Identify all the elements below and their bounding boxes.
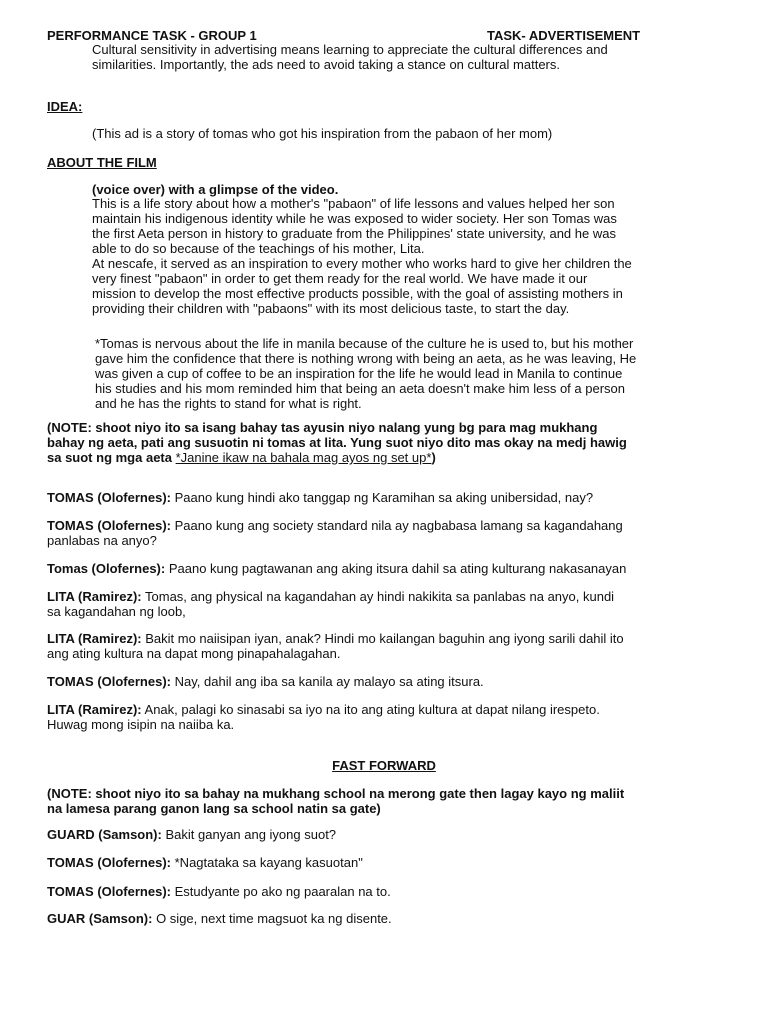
header-left-title: PERFORMANCE TASK - GROUP 1 — [47, 28, 257, 43]
speaker-name: GUARD (Samson): — [47, 827, 162, 842]
dialogue-line — [47, 561, 727, 576]
about-line: providing their children with "pabaons" with its most delicious taste, to start the day. — [92, 301, 570, 316]
about-line: able to do so because of the teachings of his mother, Lita. — [92, 241, 425, 256]
fast-forward-heading: FAST FORWARD — [332, 758, 436, 773]
story-line: and he has the rights to stand for what is right. — [95, 396, 362, 411]
dialogue-text: Estudyante po ako ng paaralan na to. — [174, 884, 391, 899]
dialogue-line — [47, 911, 727, 926]
note-set-up — [47, 420, 727, 465]
about-line: the first Aeta person in history to graduate from the Philippines' state university, and he was — [92, 226, 616, 241]
speaker-name: TOMAS (Olofernes): — [47, 855, 171, 870]
intro-line: Cultural sensitivity in advertising means learning to appreciate the cultural differences and — [92, 42, 608, 57]
dialogue-text: panlabas na anyo? — [47, 533, 157, 548]
about-line: very finest "pabaon" in order to get them ready for the real world. We have made it our — [92, 271, 588, 286]
dialogue-text: Paano kung pagtawanan ang aking itsura dahil sa ating kulturang nakasanayan — [168, 561, 627, 576]
note-line: bahay ng aeta, pati ang susuotin ni tomas at lita. Yung suot niyo dito mas okay na medj hawig — [47, 435, 627, 450]
dialogue-line — [47, 631, 727, 661]
dialogue-text: Nay, dahil ang iba sa kanila ay malayo sa ating itsura. — [174, 674, 484, 689]
dialogue-line — [47, 855, 727, 870]
dialogue-line — [47, 884, 727, 899]
note-line: (NOTE: shoot niyo ito sa isang bahay tas ayusin niyo nalang yung bg para mag mukhang — [47, 420, 598, 435]
intro-paragraph — [92, 42, 732, 72]
dialogue-line — [47, 827, 727, 842]
about-heading: ABOUT THE FILM — [47, 155, 157, 170]
note-line: (NOTE: shoot niyo ito sa bahay na mukhang school na merong gate then lagay kayo ng maliit — [47, 786, 625, 801]
idea-heading: IDEA: — [47, 99, 83, 114]
note-underlined-text: *Janine ikaw na bahala mag ayos ng set up* — [175, 450, 432, 465]
note-line: na lamesa parang ganon lang sa school natin sa gate) — [47, 801, 381, 816]
speaker-name: TOMAS (Olofernes): — [47, 884, 171, 899]
speaker-name: GUAR (Samson): — [47, 911, 153, 926]
dialogue-text: Bakit mo naiisipan iyan, anak? Hindi mo kailangan baguhin ang iyong sarili dahil ito — [145, 631, 624, 646]
note-fast-forward — [47, 786, 727, 816]
dialogue-text: O sige, next time magsuot ka ng disente. — [156, 911, 392, 926]
story-paragraph — [95, 336, 735, 411]
about-paragraph — [92, 196, 732, 316]
dialogue-line — [47, 490, 727, 505]
dialogue-text: Paano kung hindi ako tanggap ng Karamihan sa aking unibersidad, nay? — [174, 490, 594, 505]
intro-line: similarities. Importantly, the ads need to avoid taking a stance on cultural matters. — [92, 57, 560, 72]
speaker-name: TOMAS (Olofernes): — [47, 674, 171, 689]
dialogue-text: sa kagandahan ng loob, — [47, 604, 186, 619]
note-line: sa suot ng mga aeta *Janine ikaw na bahala mag ayos ng set up*) — [47, 450, 436, 465]
speaker-name: TOMAS (Olofernes): — [47, 518, 171, 533]
dialogue-line — [47, 702, 727, 732]
dialogue-line — [47, 674, 727, 689]
dialogue-text: *Nagtataka sa kayang kasuotan" — [174, 855, 363, 870]
dialogue-text: Tomas, ang physical na kagandahan ay hindi nakikita sa panlabas na anyo, kundi — [145, 589, 615, 604]
dialogue-line — [47, 518, 727, 548]
speaker-name: Tomas (Olofernes): — [47, 561, 166, 576]
speaker-name: LITA (Ramirez): — [47, 631, 142, 646]
dialogue-text: Bakit ganyan ang iyong suot? — [165, 827, 337, 842]
dialogue-line — [47, 589, 727, 619]
dialogue-text: ang ating kultura na dapat mong pinapahalagahan. — [47, 646, 341, 661]
dialogue-text: Paano kung ang society standard nila ay nagbabasa lamang sa kagandahang — [174, 518, 623, 533]
dialogue-text: Anak, palagi ko sinasabi sa iyo na ito ang ating kultura at dapat nilang irespeto. — [144, 702, 600, 717]
dialogue-text: Huwag mong isipin na naiiba ka. — [47, 717, 235, 732]
story-line: his studies and his mom reminded him that being an aeta doesn't make him less of a person — [95, 381, 625, 396]
story-line: gave him the confidence that there is nothing wrong with being an aeta, as he was leaving, He — [95, 351, 637, 366]
speaker-name: LITA (Ramirez): — [47, 589, 142, 604]
about-line: This is a life story about how a mother's "pabaon" of life lessons and values helped her son — [92, 196, 615, 211]
about-line: At nescafe, it served as an inspiration to every mother who works hard to give her children the — [92, 256, 632, 271]
story-line: *Tomas is nervous about the life in manila because of the culture he is used to, but his mother — [95, 336, 634, 351]
about-line: mission to develop the most effective products possible, with the goal of assisting mothers in — [92, 286, 623, 301]
story-line: was given a cup of coffee to be an inspiration for the life he would lead in Manila to continue — [95, 366, 623, 381]
voice-over-label: (voice over) with a glimpse of the video. — [92, 182, 339, 197]
idea-text: (This ad is a story of tomas who got his inspiration from the pabaon of her mom) — [92, 126, 553, 141]
header-right-title: TASK- ADVERTISEMENT — [487, 28, 641, 43]
speaker-name: LITA (Ramirez): — [47, 702, 142, 717]
speaker-name: TOMAS (Olofernes): — [47, 490, 171, 505]
about-line: maintain his indigenous identity while he was exposed to wider society. Her son Tomas was — [92, 211, 617, 226]
